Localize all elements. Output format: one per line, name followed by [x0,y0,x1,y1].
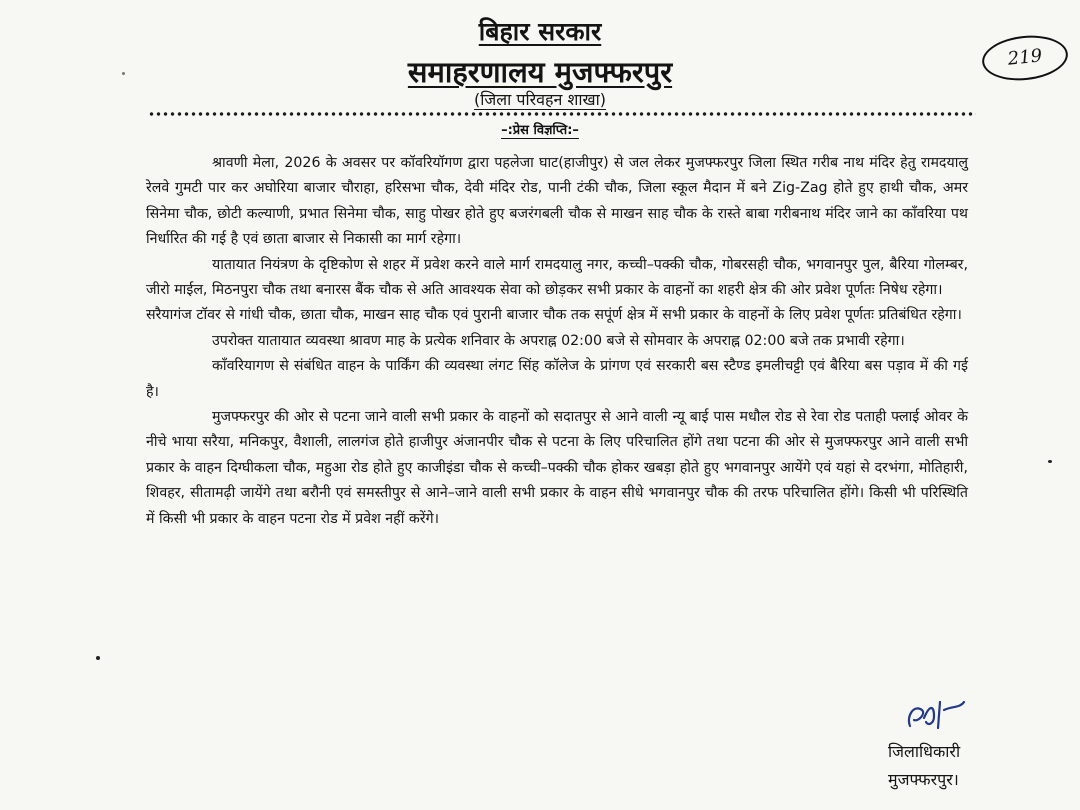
scan-speck [122,72,125,75]
government-heading: बिहार सरकार [478,17,602,46]
paragraph-diversion: मुजफ्फरपुर की ओर से पटना जाने वाली सभी प्रकार के वाहनों को सदातपुर से आने वाली न्यू बाई पास मधौल रोड से रेवा रोड पताही फ्लाई ओवर के नीचे भाया सरैया, मनिकपुर, वैशाली, लालगंज होते हाजीपुर अंजानपीर चौक से पटना के लिए परिचालित होंगे तथा पटना की ओर से मुजफ्फरपुर आने वाली सभी प्रकार के वाहन दिग्घीकला चौक, महुआ रोड होते हुए काजीइंडा चौक से कच्ची–पक्की चौक होकर खबड़ा होते हुए भगवानपुर आयेंगे एवं यहां से दरभंगा, मोतिहारी, शिवहर, सीतामढ़ी जायेंगे तथा बरौनी एवं समस्तीपुर से आने–जाने वाली सभी प्रकार के वाहन सीधे भगवानपुर चौक की तरफ परिचालित होंगे। किसी भी परिस्थिति में किसी भी प्रकार के वाहन पटना रोड में प्रवेश नहीं करेंगे। [146,409,968,527]
dotted-divider [148,112,976,116]
branch-heading: (जिला परिवहन शाखा) [474,90,606,109]
paragraph-parking: कॉंवरियागण से संबंधित वाहन के पार्किंग की व्यवस्था लंगट सिंह कॉलेज के प्रांगण एवं सरकारी बस स्टैण्ड इमलीचट्टी एवं बैरिया बस पड़ाव में की गई है। [146,358,968,400]
paragraph-entry-restriction: यातायात नियंत्रण के दृष्टिकोण से शहर में प्रवेश करने वाले मार्ग रामदयालु नगर, कच्ची–पक्की चौक, गोबरसही चौक, भगवानपुर पुल, बैरिया गोलम्बर, जीरो माईल, मिठनपुरा चौक तथा बनारस बैंक चौक से अति आवश्यक सेवा को छोड़कर सभी प्रकार के वाहनों का शहरी क्षेत्र की ओर प्रवेश पूर्णतः निषेध रहेगा। [146,256,968,299]
scan-speck [1048,460,1052,463]
office-heading: समाहरणालय मुजफ्फरपुर [407,55,673,89]
scan-speck [96,656,100,660]
paragraph-route: श्रावणी मेला, 2026 के अवसर पर कॉवरियॉगण द्वारा पहलेजा घाट(हाजीपुर) से जल लेकर मुजफ्फरपुर जिला स्थित गरीब नाथ मंदिर हेतु रामदयालु रेलवे गुमटी पार कर अघोरिया बाजार चौराहा, हरिसभा चौक, देवी मंदिर रोड, पानी टंकी चौक, जिला स्कूल मैदान में बने Zig-Zag होते हुए हाथी चौक, अमर सिनेमा चौक, छोटी कल्याणी, प्रभात सिनेमा चौक, साहु पोखर होते हुए बजरंगबली चौक से माखन साह चौक के रास्ते बाबा गरीबनाथ मंदिर जाने का कॉंवरिया पथ निर्धारित की गई है एवं छाता बाजार से निकासी का मार्ग रहेगा। [146,155,968,248]
handwritten-signature [904,696,974,736]
press-release-body [146,151,968,532]
paragraph-timing: उपरोक्त यातायात व्यवस्था श्रावण माह के प्रत्येक शनिवार के अपराह्न 02:00 बजे से सोमवार के अपराह्न 02:00 बजे तक प्रभावी रहेगा। [212,332,905,349]
press-note-title: –:प्रेस विज्ञप्ति:– [501,123,579,138]
signatory-place: मुजफ्फरपुर। [888,770,959,789]
paragraph-prohibited-zone: सरैयागंज टॉवर से गांधी चौक, छाता चौक, माखन साह चौक एवं पुरानी बाजार चौक तक सपूंर्ण क्षेत्र में सभी प्रकार के वाहनों के लिए प्रवेश पूर्णतः प्रतिबंधित रहेगा। [146,307,962,324]
page-number: 219 [1006,45,1044,70]
signatory-designation: जिलाधिकारी [888,742,961,761]
